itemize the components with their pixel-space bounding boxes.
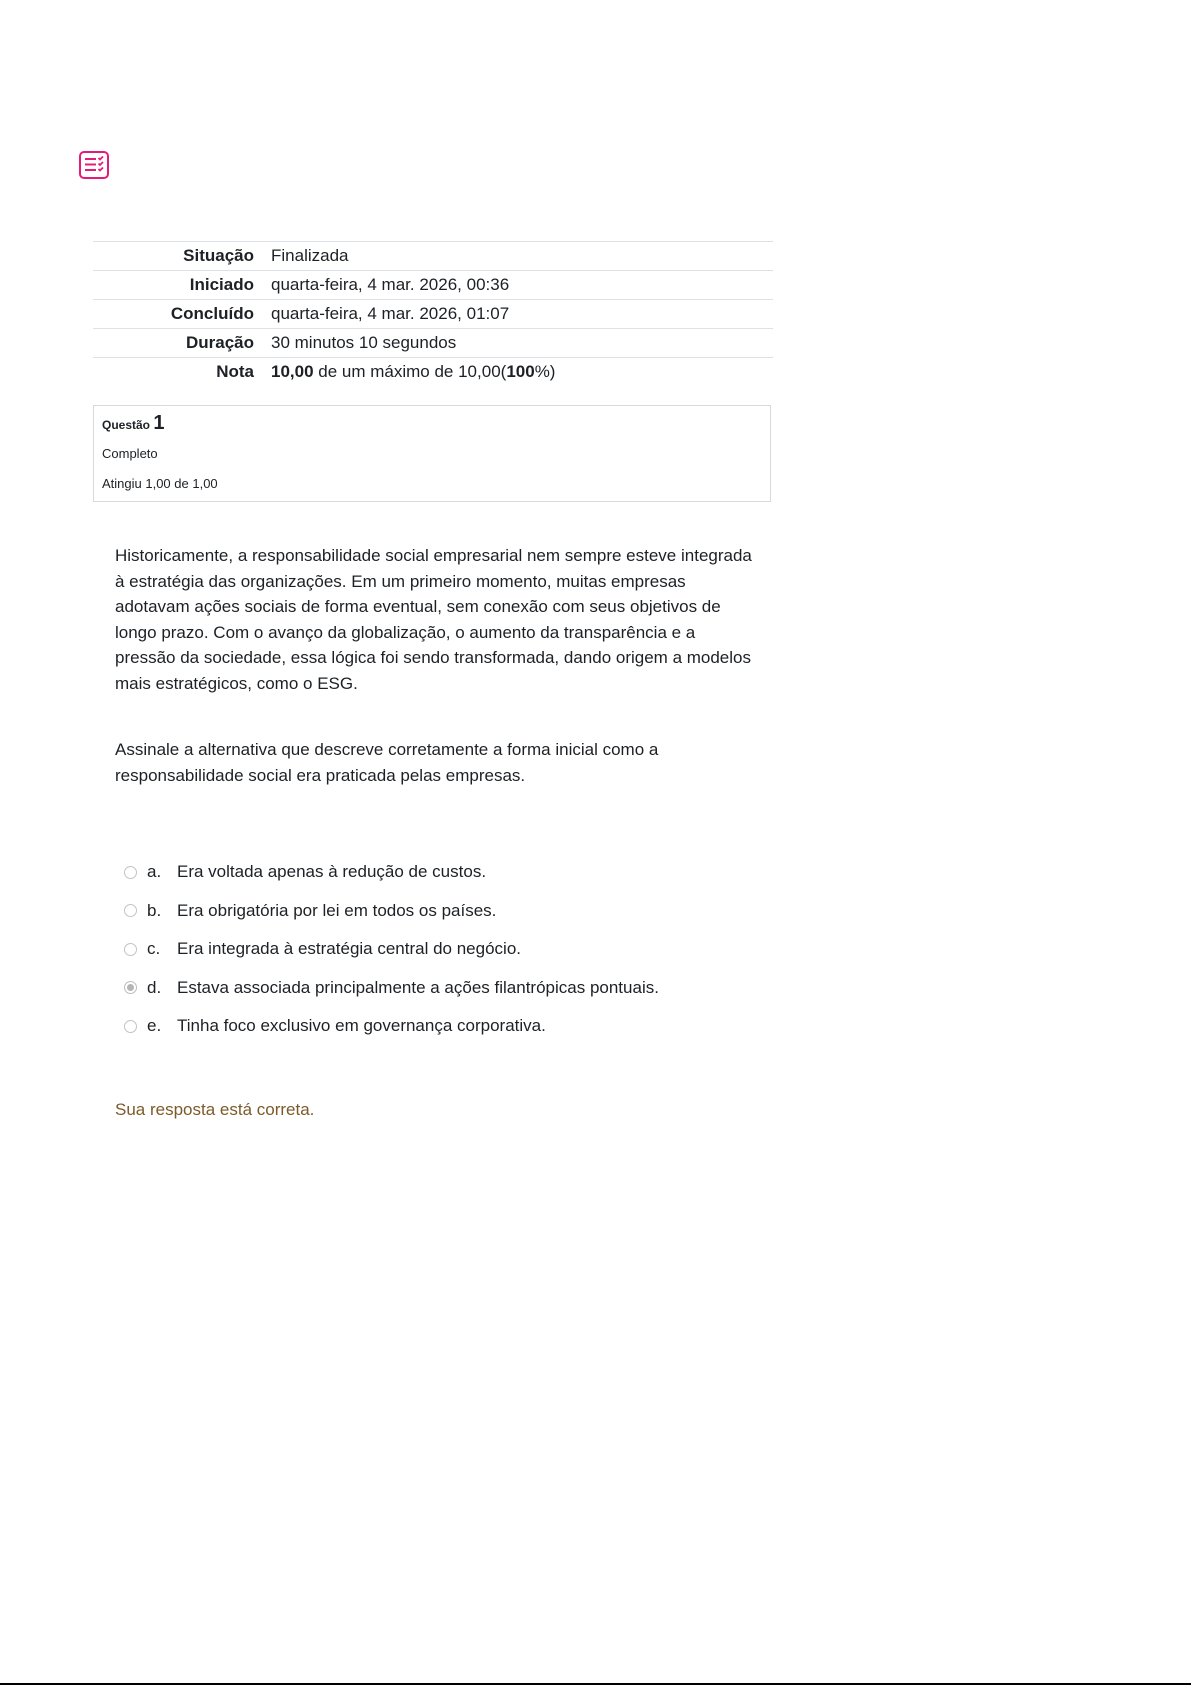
answer-text: Era integrada à estratégia central do negócio. [177,939,522,959]
answer-text: Era voltada apenas à redução de custos. [177,862,487,882]
summary-grade-value [271,358,773,387]
question-number-value: 1 [153,412,165,434]
answer-option-b[interactable] [124,892,659,931]
answer-option-d[interactable] [124,969,659,1008]
question-paragraph: Historicamente, a responsabilidade social empresarial nem sempre esteve integrada à estratégia das organizações. Em um primeiro momento, muitas empresas adotavam ações sociais de forma eventual, sem conexão com seus objetivos de longo prazo. Com o avanço da globalização, o aumento da transparência e a pressão da sociedade, essa lógica foi sendo transformada, dando origem a modelos mais estratégicos, como o ESG. [115,546,752,693]
answer-feedback: Sua resposta está correta. [115,1100,315,1119]
summary-label: Iniciado [189,275,254,294]
answer-option-a[interactable] [124,853,659,892]
radio-button[interactable] [124,1020,137,1033]
summary-row-duracao [93,329,773,358]
question-number [102,412,164,435]
answer-text: Tinha foco exclusivo em governança corporativa. [177,1016,546,1036]
grade-suffix: %) [534,362,556,381]
grade-middle: de um máximo de 10,00( [313,362,507,381]
summary-value: 30 minutos 10 segundos [271,333,457,352]
summary-value: Finalizada [271,246,349,265]
answer-option-c[interactable] [124,930,659,969]
answer-letter: d. [147,977,162,997]
summary-row-situacao [93,242,773,271]
question-text [115,543,755,788]
question-prompt: Assinale a alternativa que descreve corretamente a forma inicial como a responsabilidade social era praticada pelas empresas. [115,740,659,785]
summary-row-nota [93,358,773,387]
summary-row-iniciado [93,271,773,300]
radio-button[interactable] [124,866,137,879]
grade-score: 10,00 [271,362,314,381]
question-info-box [93,405,771,502]
summary-row-concluido [93,300,773,329]
answer-option-e[interactable] [124,1007,659,1046]
answer-letter: e. [147,1016,162,1036]
radio-button[interactable] [124,943,137,956]
summary-label: Concluído [170,304,254,323]
quiz-list-icon [79,151,110,180]
radio-button-selected[interactable] [124,981,137,994]
summary-label: Situação [183,246,254,265]
answer-letter: c. [147,939,161,959]
summary-value: quarta-feira, 4 mar. 2026, 00:36 [271,275,510,294]
question-state: Completo [102,446,158,461]
answer-letter: b. [147,900,162,920]
answer-letter: a. [147,862,162,882]
answer-text: Era obrigatória por lei em todos os países. [177,900,497,920]
radio-button[interactable] [124,904,137,917]
answer-list [124,853,659,1046]
attempt-summary-table [93,241,773,386]
summary-label: Duração [185,333,254,352]
grade-percent: 100 [506,362,535,381]
answer-text: Estava associada principalmente a ações filantrópicas pontuais. [177,977,659,997]
summary-label: Nota [216,362,254,381]
question-grade: Atingiu 1,00 de 1,00 [102,476,218,491]
summary-value: quarta-feira, 4 mar. 2026, 01:07 [271,304,510,323]
question-label: Questão [102,418,151,432]
